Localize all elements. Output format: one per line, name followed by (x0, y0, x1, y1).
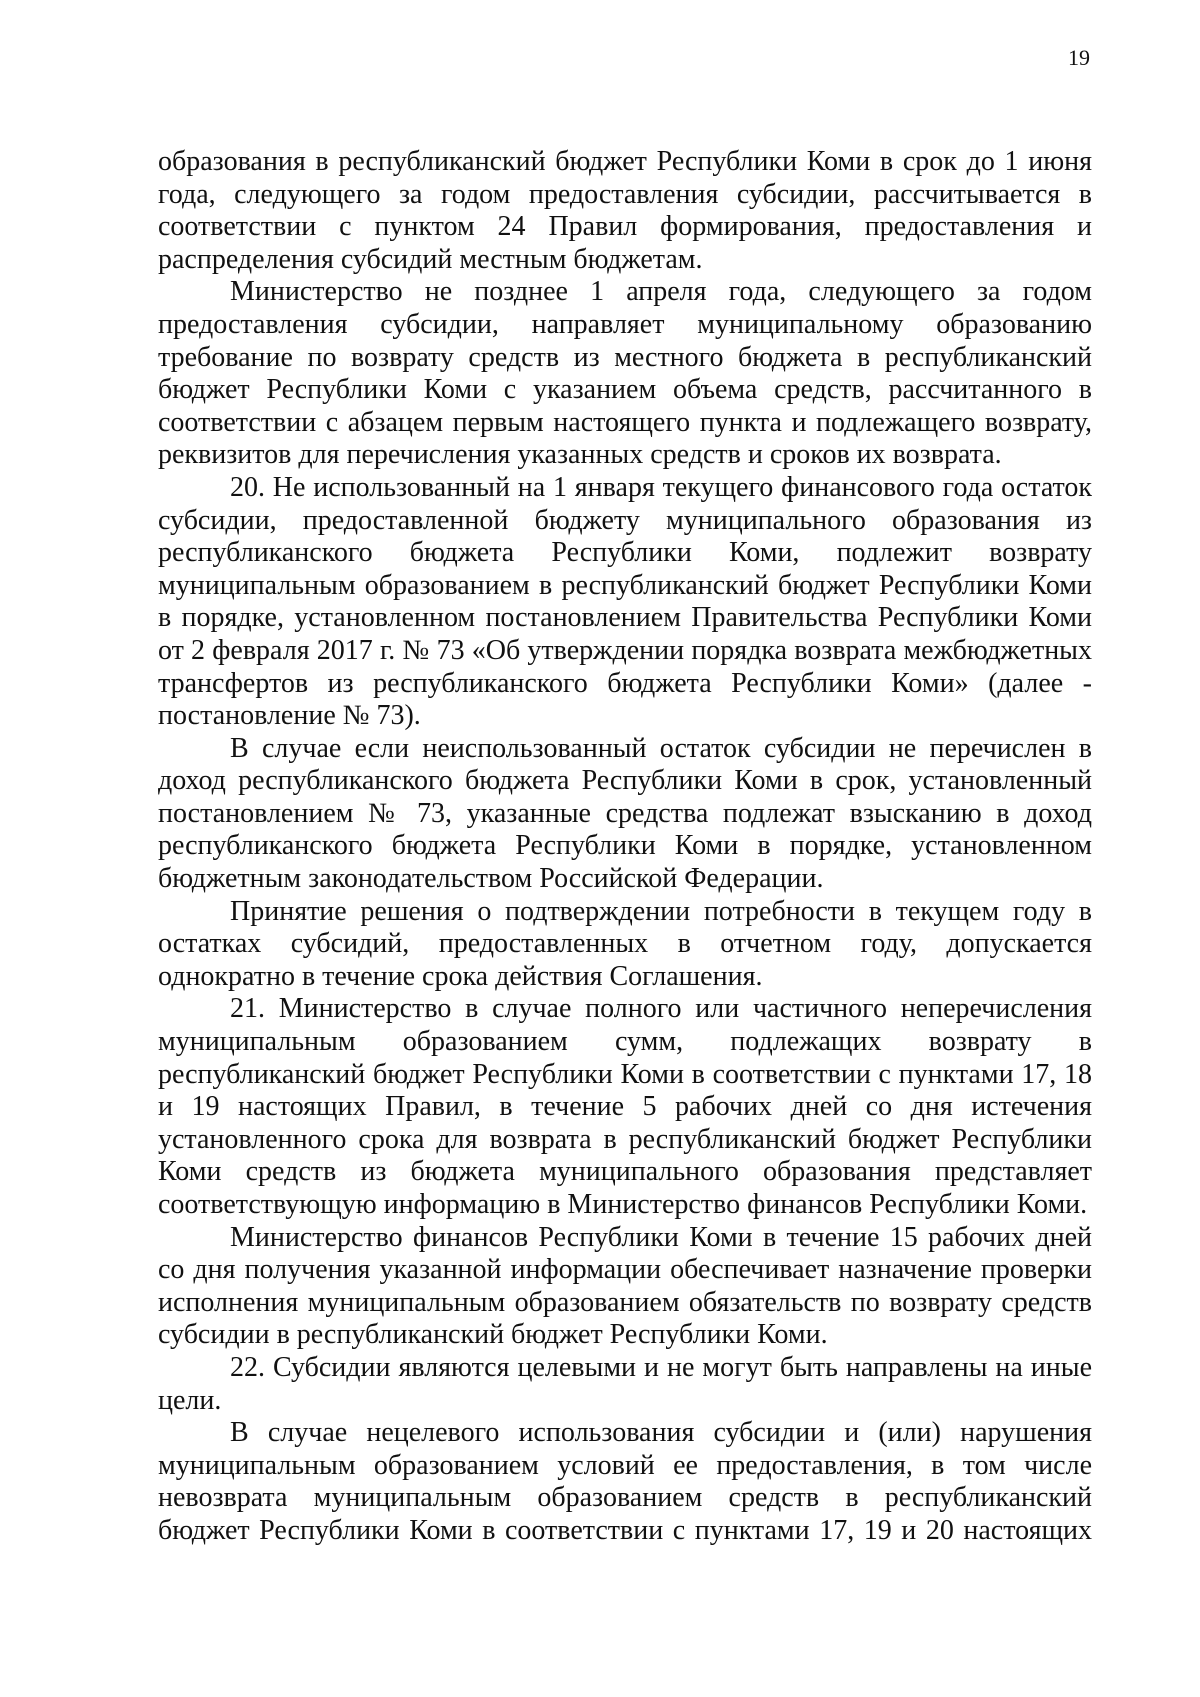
paragraph-item-22: 22. Субсидии являются целевыми и не могут быть направлены на иные цели. (158, 1351, 1092, 1416)
paragraph-misuse: В случае нецелевого использования субсидии и (или) нарушения муниципальным образованием условий ее предоставления, в том числе невозврата муниципальным образованием средств в республиканский бюджет Республики Коми в соответствии с пунктами 17, 19 и 20 настоящих (158, 1417, 1092, 1546)
paragraph-item-20: 20. Не использованный на 1 января текущего финансового года остаток субсидии, предоставленной бюджету муниципального образования из республиканского бюджета Республики Коми, подлежит возврату муниципальным образованием в республиканский бюджет Республики Коми в порядке, установленном постановлением Правительства Республики Коми от 2 февраля 2017 г. № 73 «Об утверждении порядка возврата межбюджетных трансфертов из республиканского бюджета Республики Коми» (далее - постановление № 73). (158, 471, 1092, 732)
paragraph-decision: Принятие решения о подтверждении потребности в текущем году в остатках субсидий, предоставленных в отчетном году, допускается однократно в течение срока действия Соглашения. (158, 895, 1092, 992)
paragraph-unused-remainder: В случае если неиспользованный остаток субсидии не перечислен в доход республиканского бюджета Республики Коми в срок, установленный постановлением № 73, указанные средства подлежат взысканию в доход республиканского бюджета Республики Коми в порядке, установленном бюджетным законодательством Российской Федерации. (158, 732, 1092, 895)
paragraph-ministry-deadline: Министерство не позднее 1 апреля года, следующего за годом предоставления субсидии, направляет муниципальному образованию требование по возврату средств из местного бюджета в республиканский бюджет Республики Коми с указанием объема средств, рассчитанного в соответствии с абзацем первым настоящего пункта и подлежащего возврату, реквизитов для перечисления указанных средств и сроков их возврата. (158, 276, 1092, 471)
document-body (158, 146, 1092, 1548)
paragraph-item-21: 21. Министерство в случае полного или частичного неперечисления муниципальным образованием сумм, подлежащих возврату в республиканский бюджет Республики Коми в соответствии с пунктами 17, 18 и 19 настоящих Правил, в течение 5 рабочих дней со дня истечения установленного срока для возврата в республиканский бюджет Республики Коми средств из бюджета муниципального образования представляет соответствующую информацию в Министерство финансов Республики Коми. (158, 993, 1092, 1220)
paragraph-finance-ministry: Министерство финансов Республики Коми в течение 15 рабочих дней со дня получения указанной информации обеспечивает назначение проверки исполнения муниципальным образованием обязательств по возврату средств субсидии в республиканский бюджет Республики Коми. (158, 1221, 1092, 1351)
paragraph-continuation: образования в республиканский бюджет Республики Коми в срок до 1 июня года, следующего за годом предоставления субсидии, рассчитывается в соответствии с пунктом 24 Правил формирования, предоставления и распределения субсидий местным бюджетам. (158, 146, 1092, 275)
page-number: 19 (1068, 45, 1090, 70)
